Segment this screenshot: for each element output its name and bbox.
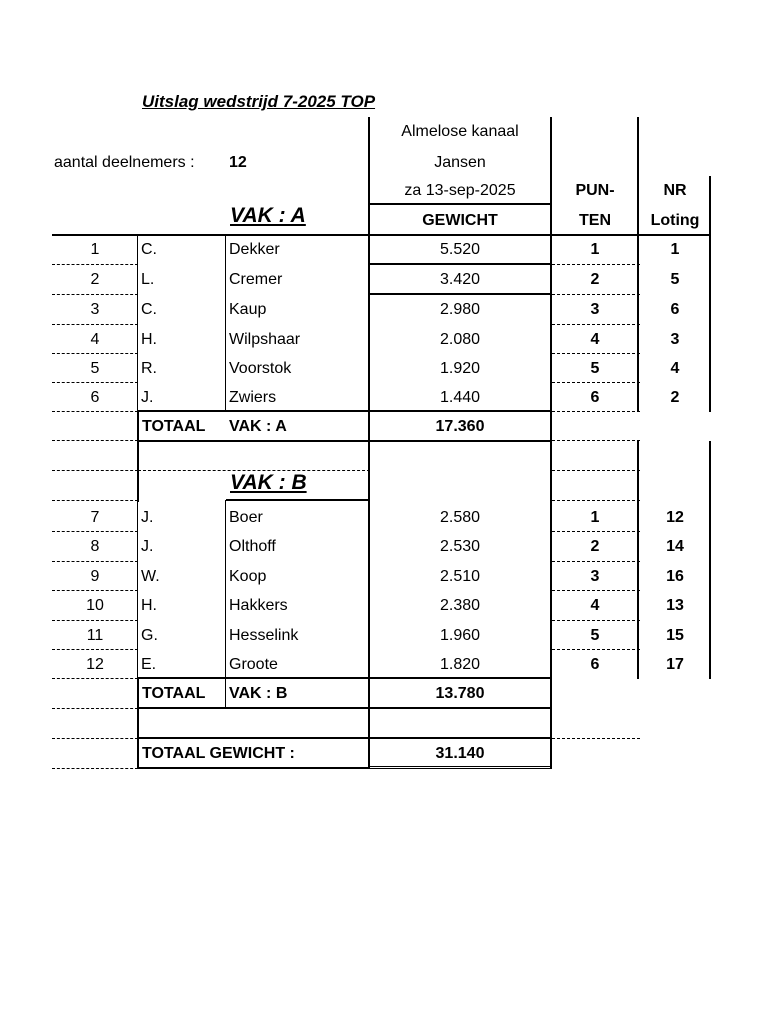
row-divider [552,500,640,501]
date: za 13-sep-2025 [404,182,516,199]
total-b-top-rule [138,677,550,679]
row-number: 2 [90,271,100,288]
row-divider [552,382,640,383]
row-divider [552,649,640,650]
table-row [0,650,768,679]
row-divider [52,708,138,709]
row-divider [52,590,138,591]
col-divider [137,500,138,679]
participants-count: 12 [229,154,247,171]
row-number: 8 [90,538,100,555]
row-divider [52,561,138,562]
row-divider [52,620,138,621]
col-divider [368,117,370,412]
section-b-rule [226,499,368,501]
row-divider [552,531,640,532]
row-divider [368,263,550,265]
row-initial: J. [141,538,154,555]
draw-header-top: NR [663,182,687,199]
total-row-b [0,679,768,708]
table-row [0,354,768,383]
row-draw: 14 [666,538,684,555]
col-divider [550,500,552,679]
row-name: Boer [229,509,263,526]
row-points: 5 [590,627,600,644]
row-points: 4 [590,331,600,348]
col-divider [637,500,639,679]
weight-header: GEWICHT [422,212,498,229]
row-draw: 12 [666,509,684,526]
row-divider [52,353,138,354]
grand-total-top-rule [138,737,550,739]
row-name: Olthoff [229,538,276,555]
table-row [0,295,768,324]
total-vak: VAK : B [229,685,288,702]
grand-total-bottom-rule [138,767,368,769]
row-weight: 1.440 [439,389,481,406]
row-divider [552,561,640,562]
row-divider [52,531,138,532]
table-row [0,265,768,294]
header-rule [368,203,550,205]
row-divider [552,440,640,441]
row-points: 6 [590,389,600,406]
row-initial: J. [141,509,154,526]
row-divider [52,264,138,265]
row-divider [368,293,550,295]
points-header-bottom: TEN [579,212,611,229]
total-a-top-rule [138,410,550,412]
row-weight: 2.080 [439,331,481,348]
col-divider [368,412,370,502]
total-a-bottom-rule [138,440,550,442]
row-draw: 4 [670,360,680,377]
row-draw: 3 [670,331,680,348]
row-name: Cremer [229,271,283,288]
row-name: Groote [229,656,278,673]
col-divider [225,235,226,412]
row-divider [52,440,138,441]
table-row [0,532,768,561]
row-name: Koop [229,568,267,585]
row-initial: G. [141,627,158,644]
row-number: 11 [86,627,104,644]
col-divider [709,500,711,679]
row-draw: 5 [670,271,680,288]
venue: Almelose kanaal [401,123,519,140]
row-divider [52,294,138,295]
row-points: 3 [590,568,600,585]
col-divider [637,117,639,412]
table-row [0,562,768,591]
row-initial: E. [141,656,157,673]
row-weight: 2.380 [439,597,481,614]
row-divider [552,294,640,295]
row-weight: 1.920 [439,360,481,377]
row-number: 5 [90,360,100,377]
row-number: 4 [90,331,100,348]
col-divider [368,679,370,769]
grand-total-weight: 31.140 [435,745,485,762]
col-divider [225,500,226,679]
row-draw: 15 [666,627,684,644]
row-weight: 1.820 [439,656,481,673]
row-divider [52,678,138,679]
row-weight: 1.960 [439,627,481,644]
row-initial: R. [141,360,157,377]
section-a-label: VAK : A [230,204,306,227]
row-draw: 6 [670,301,680,318]
row-draw: 1 [670,241,680,258]
col-divider [368,500,370,679]
row-divider [552,620,640,621]
total-vak: VAK : A [229,418,287,435]
row-weight: 2.530 [439,538,481,555]
row-number: 10 [86,597,104,614]
row-divider [552,264,640,265]
section-b-label: VAK : B [230,471,307,494]
row-divider [552,470,640,471]
table-top-rule [52,234,711,236]
row-initial: C. [141,301,157,318]
participants-label: aantal deelnemers : [54,154,195,171]
row-draw: 17 [666,656,684,673]
total-label: TOTAAL [142,418,206,435]
row-name: Voorstok [229,360,292,377]
col-divider [137,412,139,502]
row-number: 3 [90,301,100,318]
row-number: 9 [90,568,100,585]
row-name: Dekker [229,241,280,258]
col-divider [709,441,711,502]
table-row [0,621,768,650]
col-divider [550,412,552,502]
row-draw: 13 [666,597,684,614]
table-row [0,235,768,264]
row-number: 12 [86,656,104,673]
col-divider [137,235,138,412]
col-divider [550,117,552,412]
col-divider [709,176,711,412]
row-initial: H. [141,331,157,348]
row-draw: 16 [666,568,684,585]
row-weight: 5.520 [439,241,481,258]
row-divider [52,470,138,471]
row-divider [552,353,640,354]
col-divider [637,441,639,502]
row-points: 1 [590,509,600,526]
total-weight: 13.780 [435,685,485,702]
row-number: 7 [90,509,100,526]
row-weight: 2.580 [439,509,481,526]
total-label: TOTAAL [142,685,206,702]
row-divider [52,382,138,383]
row-divider [552,738,640,739]
total-b-bottom-rule [138,707,550,709]
total-row-a [0,412,768,441]
row-points: 6 [590,656,600,673]
row-initial: H. [141,597,157,614]
col-divider [225,679,226,708]
draw-header-bottom: Loting [650,212,700,229]
row-weight: 2.980 [439,301,481,318]
col-divider [550,679,552,769]
row-divider [52,500,138,501]
row-divider [52,768,138,769]
row-initial: L. [141,271,155,288]
row-divider [552,324,640,325]
row-number: 1 [90,241,100,258]
page-title: Uitslag wedstrijd 7-2025 TOP [142,92,376,111]
row-points: 2 [590,538,600,555]
row-divider [52,324,138,325]
row-divider [52,411,138,412]
table-row [0,325,768,354]
row-divider [52,649,138,650]
row-divider [552,590,640,591]
row-initial: C. [141,241,157,258]
row-name: Hakkers [229,597,288,614]
grand-total-double-rule [368,766,550,769]
grand-total-label: TOTAAL GEWICHT : [142,745,295,762]
col-divider [137,679,139,769]
row-initial: J. [141,389,154,406]
row-weight: 2.510 [439,568,481,585]
table-row [0,591,768,620]
row-divider [52,738,138,739]
row-initial: W. [141,568,160,585]
points-header-top: PUN- [575,182,615,199]
total-weight: 17.360 [435,418,485,435]
row-points: 5 [590,360,600,377]
table-row [0,503,768,532]
row-points: 1 [590,241,600,258]
row-name: Zwiers [229,389,277,406]
row-name: Wilpshaar [229,331,301,348]
row-weight: 3.420 [439,271,481,288]
row-divider [552,411,640,412]
grand-total-row [0,739,768,768]
organizer: Jansen [434,154,486,171]
row-points: 4 [590,597,600,614]
row-points: 2 [590,271,600,288]
row-name: Kaup [229,301,267,318]
row-draw: 2 [670,389,680,406]
row-divider [138,470,370,471]
row-name: Hesselink [229,627,299,644]
row-points: 3 [590,301,600,318]
table-row [0,383,768,412]
row-number: 6 [90,389,100,406]
